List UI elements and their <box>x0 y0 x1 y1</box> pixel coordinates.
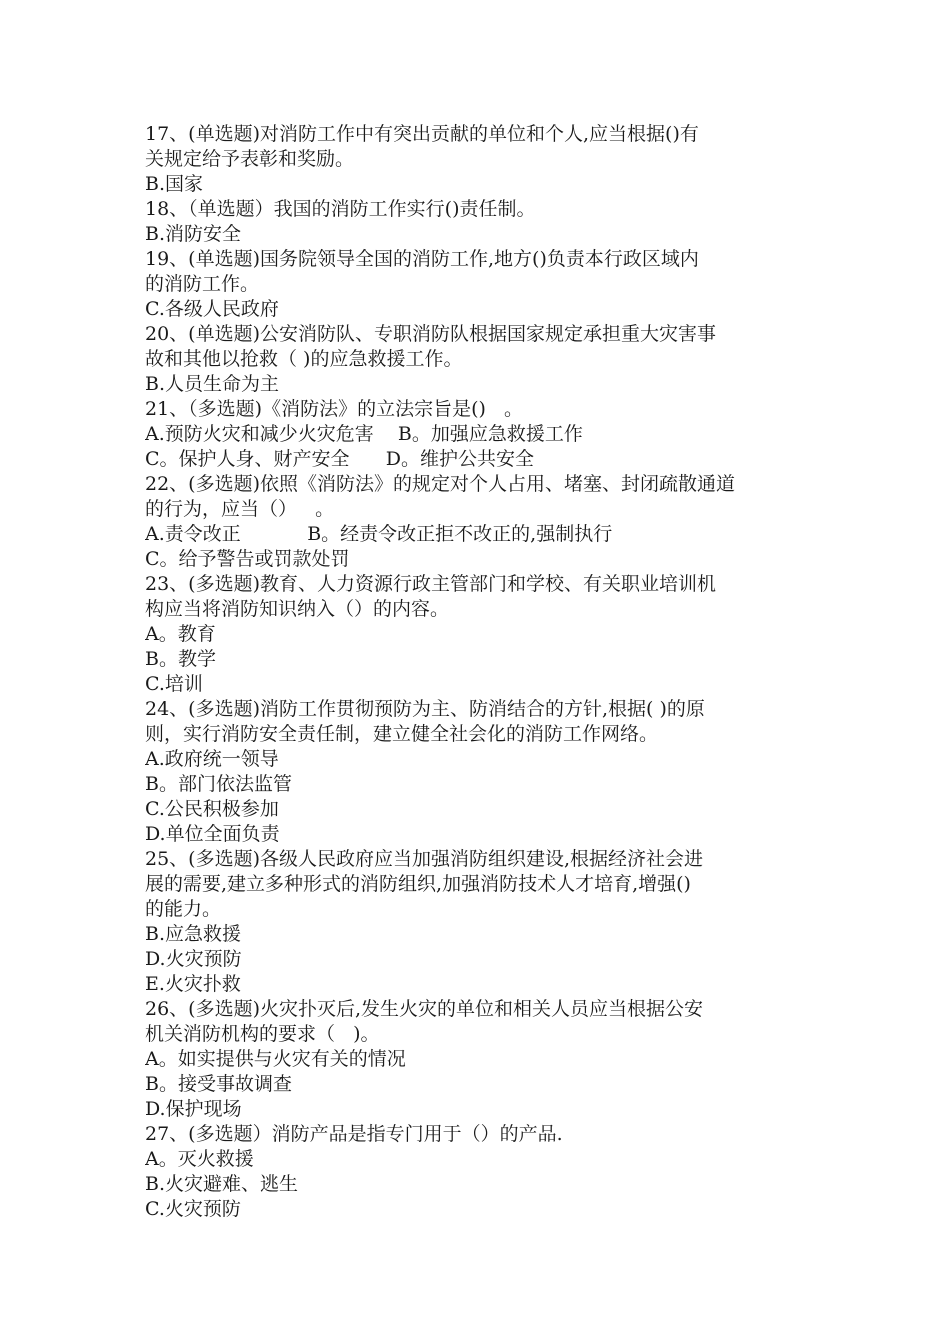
text-line: 展的需要,建立多种形式的消防组织,加强消防技术人才培育,增强() <box>145 873 691 895</box>
answer-line: A。如实提供与火灾有关的情况 <box>145 1048 406 1070</box>
question-line: 26、(多选题)火灾扑灭后,发生火灾的单位和相关人员应当根据公安 <box>145 998 704 1020</box>
text-line: 机关消防机构的要求（ )。 <box>145 1023 380 1045</box>
question-line: 23、(多选题)教育、人力资源行政主管部门和学校、有关职业培训机 <box>145 573 717 595</box>
answer-line: D.保护现场 <box>145 1098 242 1120</box>
answer-line: B.应急救援 <box>145 923 242 945</box>
document-body <box>145 122 810 1222</box>
question-line: 21、（多选题)《消防法》的立法宗旨是() 。 <box>145 398 524 420</box>
question-line: 18、（单选题）我国的消防工作实行()责任制。 <box>145 198 536 220</box>
answer-line: C。给予警告或罚款处罚 <box>145 548 350 570</box>
text-line: 的行为，应当（） 。 <box>145 498 335 520</box>
answer-line: C.各级人民政府 <box>145 298 279 320</box>
answer-line: B.火灾避难、逃生 <box>145 1173 299 1195</box>
question-line: 22、(多选题)依照《消防法》的规定对个人占用、堵塞、封闭疏散通道 <box>145 473 736 495</box>
answer-line: C。保护人身、财产安全 D。维护公共安全 <box>145 448 535 470</box>
answer-line: B。接受事故调查 <box>145 1073 292 1095</box>
answer-line: C.公民积极参加 <box>145 798 279 820</box>
answer-line: C.火灾预防 <box>145 1198 241 1220</box>
answer-line: B。部门依法监管 <box>145 773 292 795</box>
answer-line: A.政府统一领导 <box>145 748 279 770</box>
text-line: 的消防工作。 <box>145 273 260 295</box>
answer-line: A。灭火救援 <box>145 1148 254 1170</box>
answer-line: B。教学 <box>145 648 216 670</box>
text-line: 则，实行消防安全责任制，建立健全社会化的消防工作网络。 <box>145 723 659 745</box>
text-line: 关规定给予表彰和奖励。 <box>145 148 355 170</box>
question-line: 27、(多选题）消防产品是指专门用于（）的产品. <box>145 1123 563 1145</box>
answer-line: E.火灾扑救 <box>145 973 241 995</box>
text-line: 故和其他以抢救（ )的应急救援工作。 <box>145 348 463 370</box>
answer-line: C.培训 <box>145 673 203 695</box>
text-line: 构应当将消防知识纳入（）的内容。 <box>145 598 450 620</box>
answer-line: D.火灾预防 <box>145 948 242 970</box>
answer-line: B.国家 <box>145 173 204 195</box>
text-line: 17、(单选题)对消防工作中有突出贡献的单位和个人,应当根据()有 <box>145 123 699 145</box>
answer-line: A.责令改正 B。经责令改正拒不改正的,强制执行 <box>145 523 613 545</box>
answer-line: A。教育 <box>145 623 216 645</box>
question-line: 25、(多选题)各级人民政府应当加强消防组织建设,根据经济社会进 <box>145 848 704 870</box>
question-line: 19、(单选题)国务院领导全国的消防工作,地方()负责本行政区域内 <box>145 248 699 270</box>
question-line: 24、(多选题)消防工作贯彻预防为主、防消结合的方针,根据( )的原 <box>145 698 705 720</box>
question-line: 20、(单选题)公安消防队、专职消防队根据国家规定承担重大灾害事 <box>145 323 717 345</box>
text-line: 的能力。 <box>145 898 222 920</box>
answer-line: B.人员生命为主 <box>145 373 280 395</box>
answer-line: B.消防安全 <box>145 223 242 245</box>
answer-line: A.预防火灾和减少火灾危害 B。加强应急救援工作 <box>145 423 583 445</box>
answer-line: D.单位全面负责 <box>145 823 280 845</box>
